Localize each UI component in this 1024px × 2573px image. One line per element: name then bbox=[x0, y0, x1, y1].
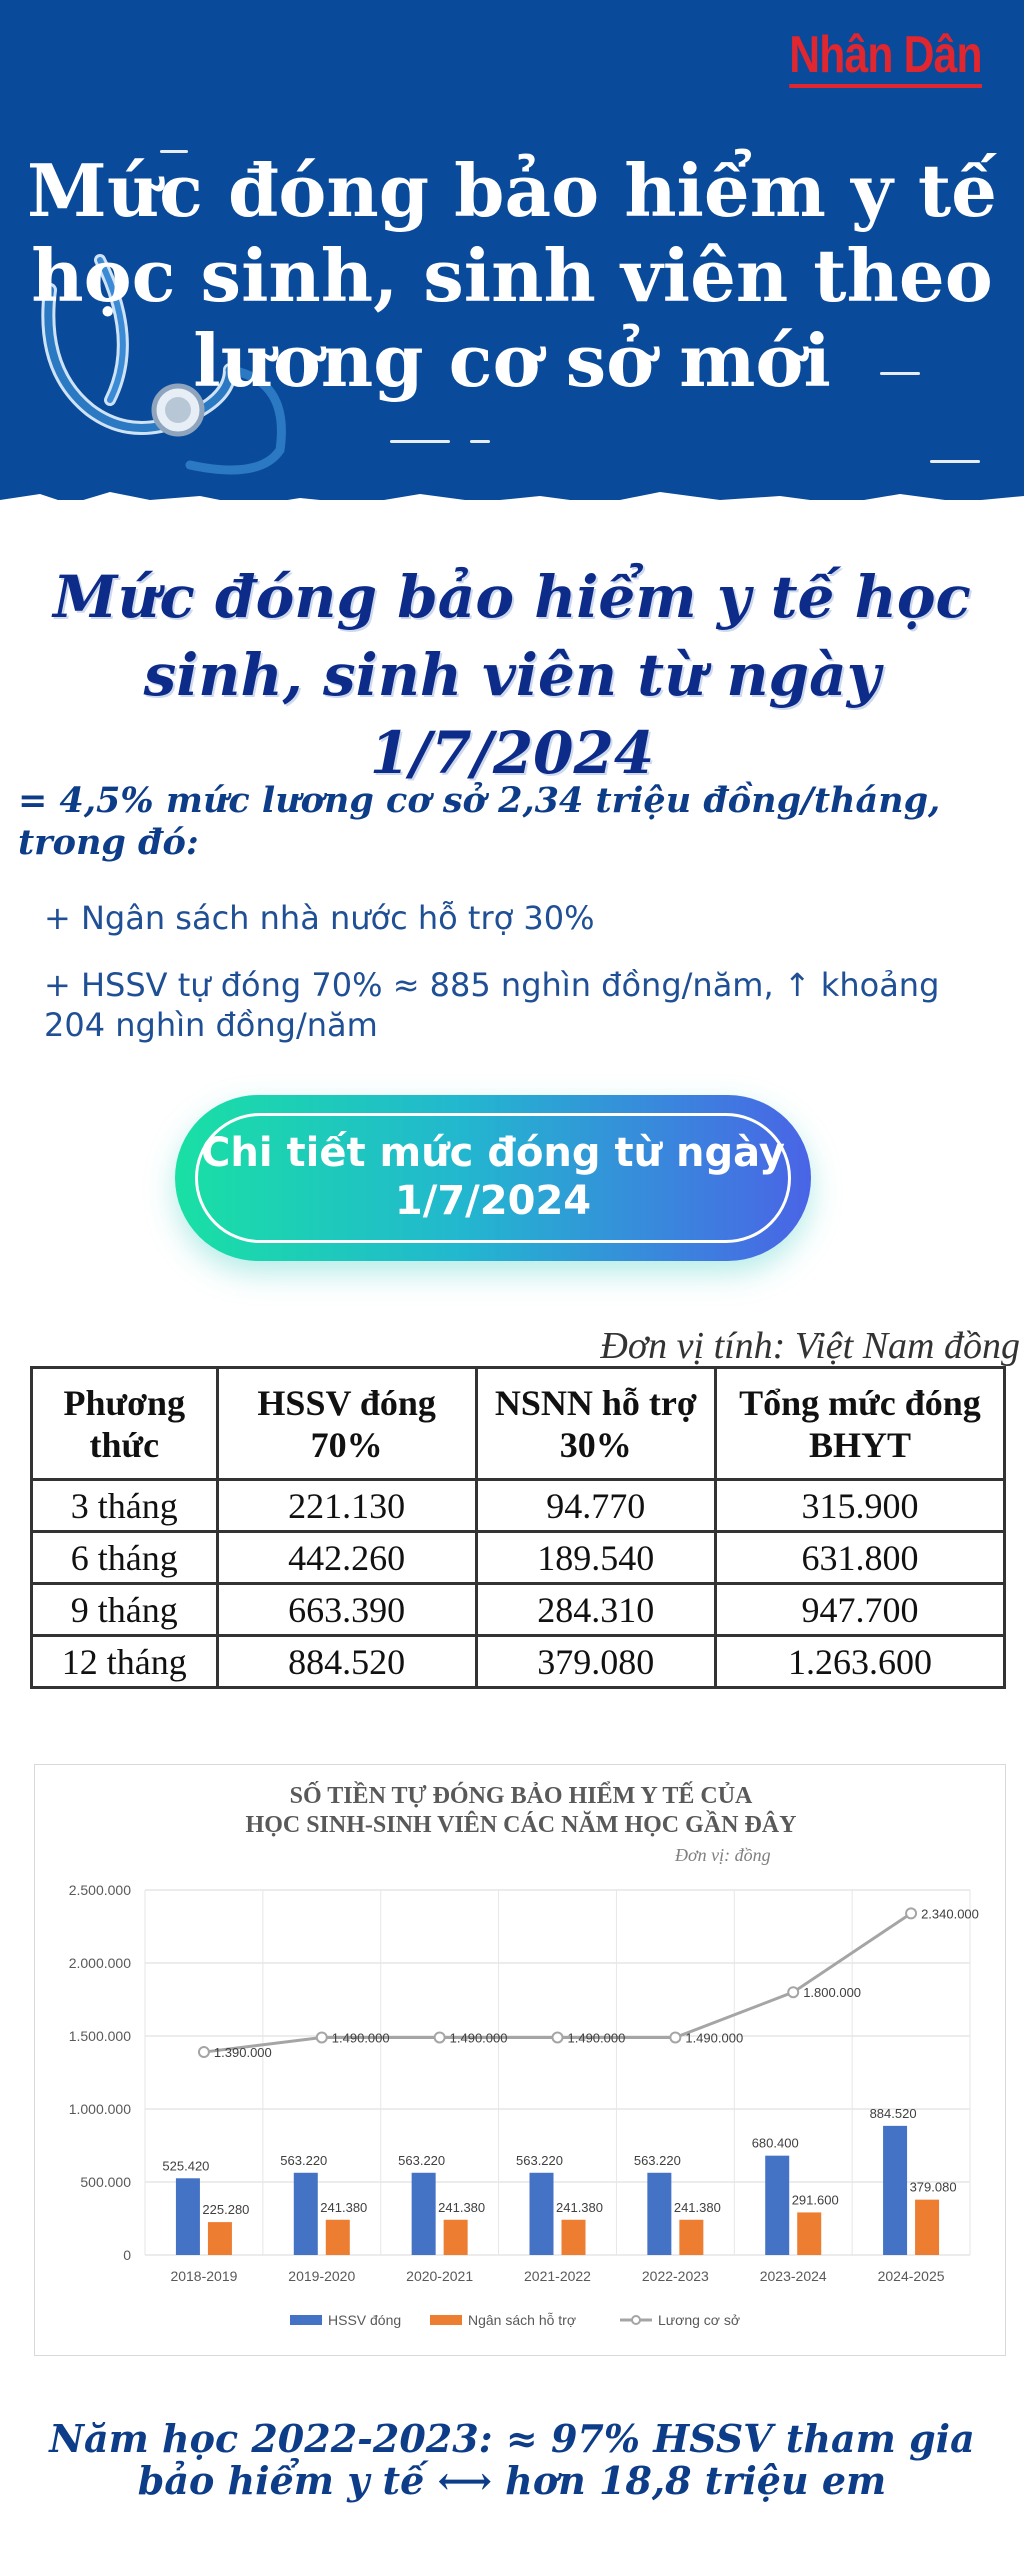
data-label-luong-co-so: 1.490.000 bbox=[449, 2030, 508, 2046]
y-tick-label: 500.000 bbox=[80, 2174, 131, 2190]
x-tick-label: 2023-2024 bbox=[759, 2268, 827, 2284]
data-label-hssv: 563.220 bbox=[516, 2152, 563, 2168]
point-luong-co-so bbox=[435, 2032, 445, 2042]
table-cell: 3 tháng bbox=[32, 1480, 218, 1532]
data-label-ngan-sach: 241.380 bbox=[556, 2199, 603, 2215]
decor-dash bbox=[470, 440, 490, 443]
decor-dash bbox=[390, 440, 450, 443]
chart-title-line-1: SỐ TIỀN TỰ ĐÓNG BẢO HIỂM Y TẾ CỦA bbox=[289, 1783, 753, 1809]
brand-logo: Nhân Dân bbox=[790, 26, 982, 88]
x-tick-label: 2024-2025 bbox=[877, 2268, 945, 2284]
bar-hssv bbox=[765, 2156, 789, 2255]
table-header-cell: Phương thức bbox=[32, 1368, 218, 1480]
data-label-hssv: 563.220 bbox=[280, 2152, 328, 2168]
table-cell: 947.700 bbox=[715, 1584, 1004, 1636]
table-cell: 631.800 bbox=[715, 1532, 1004, 1584]
y-tick-label: 2.000.000 bbox=[68, 1955, 131, 1971]
table-cell: 379.080 bbox=[476, 1636, 715, 1688]
data-label-ngan-sach: 241.380 bbox=[673, 2199, 721, 2215]
bullet-budget-support: + Ngân sách nhà nước hỗ trợ 30% bbox=[44, 899, 595, 937]
line-luong-co-so bbox=[204, 1913, 911, 2052]
table-header-row bbox=[32, 1368, 1005, 1480]
table-row bbox=[32, 1532, 1005, 1584]
point-luong-co-so bbox=[317, 2032, 327, 2042]
details-button-label: Chi tiết mức đóng từ ngày 1/7/2024 bbox=[201, 1130, 785, 1224]
legend-label: HSSV đóng bbox=[328, 2312, 402, 2328]
bar-hssv bbox=[294, 2173, 318, 2255]
point-luong-co-so bbox=[199, 2047, 209, 2057]
details-button[interactable] bbox=[175, 1095, 811, 1261]
data-label-ngan-sach: 241.380 bbox=[438, 2199, 486, 2215]
data-label-hssv: 563.220 bbox=[633, 2152, 681, 2168]
x-tick-label: 2021-2022 bbox=[524, 2268, 591, 2284]
legend-label: Lương cơ sở bbox=[658, 2312, 741, 2328]
bar-ngan-sach bbox=[326, 2220, 350, 2255]
data-label-ngan-sach: 241.380 bbox=[320, 2199, 368, 2215]
bar-ngan-sach bbox=[208, 2222, 232, 2255]
data-label-hssv: 884.520 bbox=[869, 2105, 917, 2121]
data-label-luong-co-so: 1.490.000 bbox=[331, 2030, 390, 2046]
x-tick-label: 2020-2021 bbox=[406, 2268, 474, 2284]
y-tick-label: 1.500.000 bbox=[68, 2028, 131, 2044]
bullet-student-contribution: + HSSV tự đóng 70% ≈ 885 nghìn đồng/năm, ↑ khoảng 204 nghìn đồng/năm bbox=[44, 966, 940, 1044]
x-tick-label: 2018-2019 bbox=[170, 2268, 238, 2284]
insurance-chart bbox=[35, 1765, 1007, 2357]
bar-ngan-sach bbox=[797, 2212, 821, 2255]
y-tick-label: 0 bbox=[123, 2247, 131, 2263]
table-unit: Đơn vị tính: Việt Nam đồng bbox=[600, 1325, 1020, 1367]
table-cell: 9 tháng bbox=[32, 1584, 218, 1636]
section-subtitle: Mức đóng bảo hiểm y tế học sinh, sinh viên từ ngày 1/7/2024 bbox=[53, 563, 971, 787]
bar-ngan-sach bbox=[915, 2200, 939, 2255]
point-luong-co-so bbox=[788, 1987, 798, 1997]
table-cell: 6 tháng bbox=[32, 1532, 218, 1584]
y-tick-label: 2.500.000 bbox=[68, 1882, 131, 1898]
y-tick-label: 1.000.000 bbox=[68, 2101, 131, 2117]
data-label-luong-co-so: 1.490.000 bbox=[567, 2030, 626, 2046]
table-cell: 284.310 bbox=[476, 1584, 715, 1636]
legend-marker bbox=[632, 2316, 640, 2324]
decor-dash bbox=[930, 460, 980, 463]
point-luong-co-so bbox=[553, 2032, 563, 2042]
data-label-hssv: 525.420 bbox=[162, 2158, 210, 2174]
data-label-ngan-sach: 379.080 bbox=[909, 2179, 957, 2195]
data-label-hssv: 680.400 bbox=[751, 2135, 799, 2151]
table-cell: 221.130 bbox=[217, 1480, 476, 1532]
data-label-luong-co-so: 1.490.000 bbox=[685, 2030, 744, 2046]
data-label-ngan-sach: 225.280 bbox=[202, 2202, 250, 2218]
fee-table bbox=[30, 1366, 1006, 1689]
chart-title-line-2: HỌC SINH-SINH VIÊN CÁC NĂM HỌC GẦN ĐÂY bbox=[245, 1812, 797, 1838]
table-cell: 884.520 bbox=[217, 1636, 476, 1688]
table-cell: 315.900 bbox=[715, 1480, 1004, 1532]
footer-note: Năm học 2022-2023: ≈ 97% HSSV tham gia bảo hiểm y tế ⟷ hơn 18,8 triệu em bbox=[49, 2416, 975, 2503]
page-title: Mức đóng bảo hiểm y tế học sinh, sinh viên theo lương cơ sở mới bbox=[27, 148, 997, 403]
bar-hssv bbox=[412, 2173, 436, 2255]
legend-swatch bbox=[290, 2315, 322, 2325]
chart-container bbox=[34, 1764, 1006, 2356]
table-cell: 442.260 bbox=[217, 1532, 476, 1584]
data-label-hssv: 563.220 bbox=[398, 2152, 446, 2168]
table-header-cell: HSSV đóng 70% bbox=[217, 1368, 476, 1480]
table-cell: 94.770 bbox=[476, 1480, 715, 1532]
bar-hssv bbox=[647, 2173, 671, 2255]
chart-unit: Đơn vị: đồng bbox=[675, 1845, 771, 1865]
point-luong-co-so bbox=[906, 1908, 916, 1918]
table-cell: 663.390 bbox=[217, 1584, 476, 1636]
table-cell: 12 tháng bbox=[32, 1636, 218, 1688]
table-row bbox=[32, 1636, 1005, 1688]
data-label-luong-co-so: 2.340.000 bbox=[921, 1906, 979, 1922]
header-banner bbox=[0, 0, 1024, 500]
bar-ngan-sach bbox=[679, 2220, 703, 2255]
table-header-cell: Tổng mức đóng BHYT bbox=[715, 1368, 1004, 1480]
formula-text: = 4,5% mức lương cơ sở 2,34 triệu đồng/tháng, trong đó: bbox=[18, 780, 941, 863]
bar-hssv bbox=[176, 2178, 200, 2255]
x-tick-label: 2022-2023 bbox=[641, 2268, 709, 2284]
bar-hssv bbox=[530, 2173, 554, 2255]
bar-hssv bbox=[883, 2126, 907, 2255]
data-label-ngan-sach: 291.600 bbox=[791, 2192, 839, 2208]
legend-label: Ngân sách hỗ trợ bbox=[468, 2312, 577, 2328]
point-luong-co-so bbox=[670, 2032, 680, 2042]
table-header-cell: NSNN hỗ trợ 30% bbox=[476, 1368, 715, 1480]
table-cell: 1.263.600 bbox=[715, 1636, 1004, 1688]
x-tick-label: 2019-2020 bbox=[288, 2268, 356, 2284]
bar-ngan-sach bbox=[562, 2220, 586, 2255]
legend-swatch bbox=[430, 2315, 462, 2325]
data-label-luong-co-so: 1.800.000 bbox=[803, 1985, 862, 2001]
table-row bbox=[32, 1480, 1005, 1532]
header-wave-edge bbox=[0, 470, 1024, 500]
data-label-luong-co-so: 1.390.000 bbox=[213, 2045, 272, 2061]
table-row bbox=[32, 1584, 1005, 1636]
bar-ngan-sach bbox=[444, 2220, 468, 2255]
table-cell: 189.540 bbox=[476, 1532, 715, 1584]
